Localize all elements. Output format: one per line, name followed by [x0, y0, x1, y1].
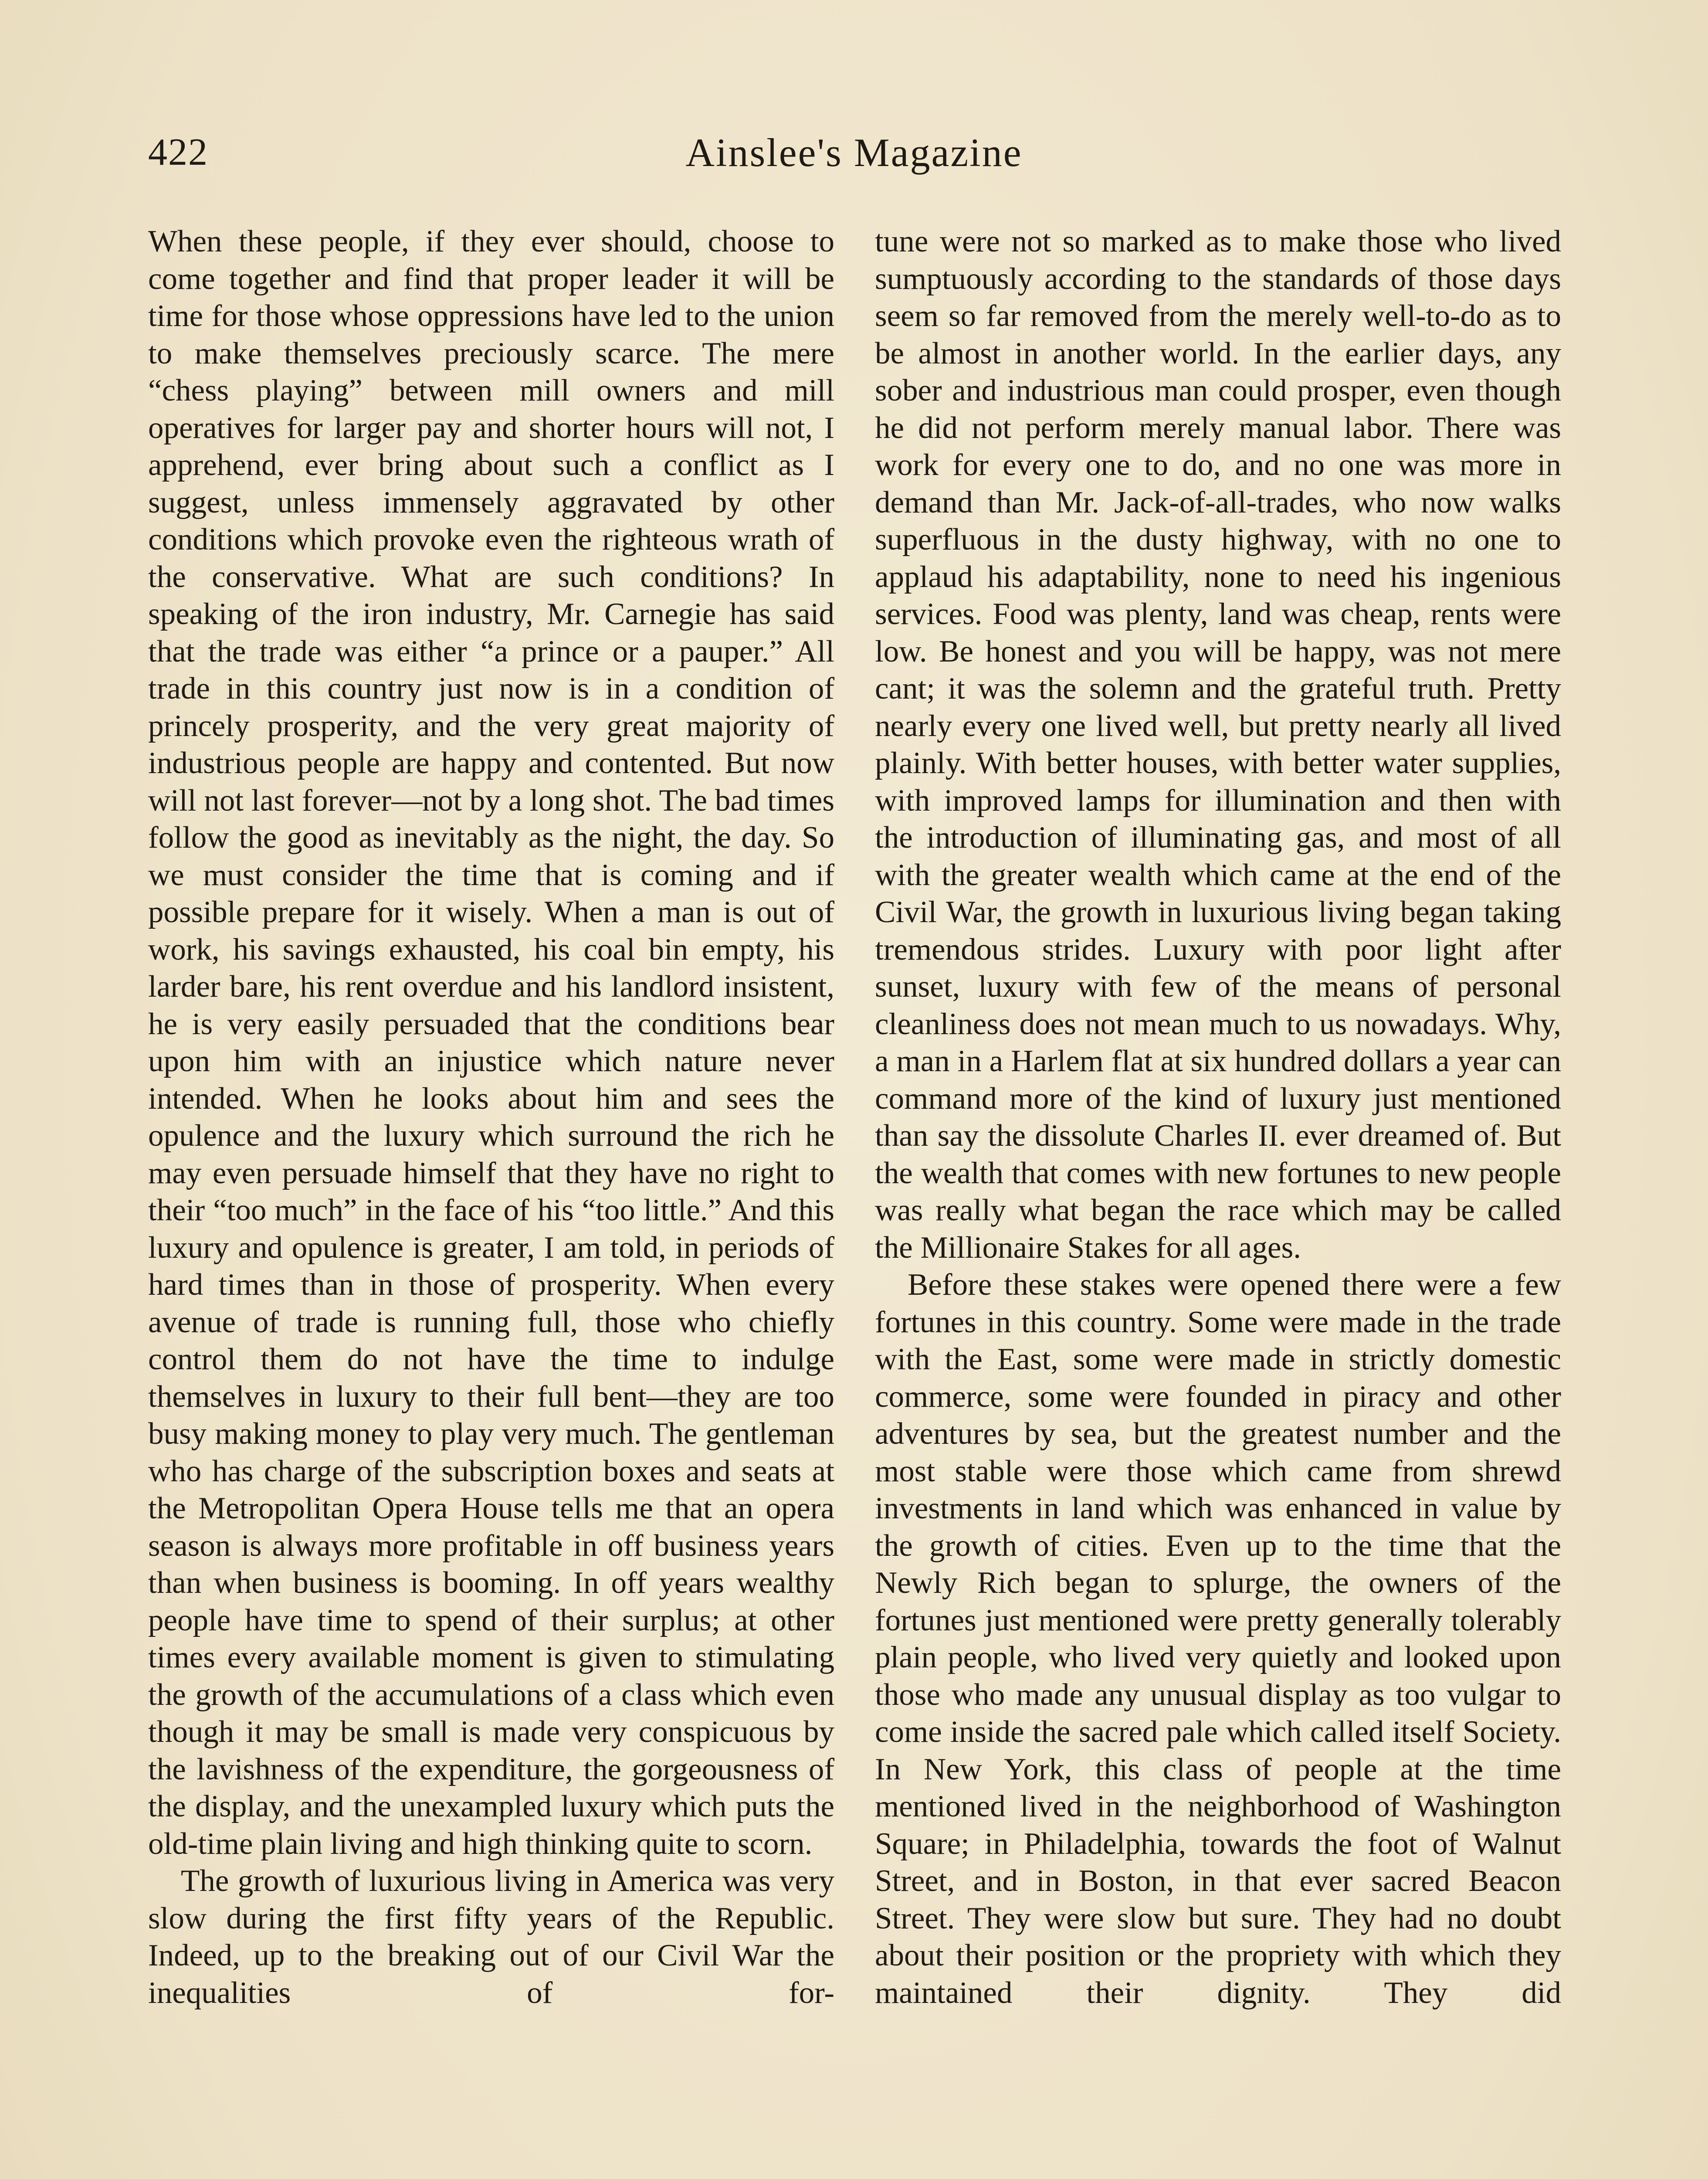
- page-header: [148, 126, 1560, 187]
- page-number: 422: [148, 131, 208, 173]
- paragraph: The growth of luxurious living in America was very slow during the first fifty years of the Republic. Indeed, up to the breaking out of our Civil War the inequalities of for-: [148, 1864, 834, 2010]
- right-column: [875, 223, 1561, 2012]
- left-column: [148, 223, 834, 2012]
- running-title: Ainslee's Magazine: [685, 130, 1023, 175]
- paragraph: Before these stakes were opened there were a few fortunes in this country. Some were made in the trade with the East, some were made in strictly domestic commerce, some were founded in piracy and other adventures by sea, but the greatest number and the most stable were those which came from shrewd investments in land which was enhanced in value by the growth of cities. Even up to the time that the Newly Rich began to splurge, the owners of the fortunes just mentioned were pretty generally tolerably plain people, who lived very quietly and looked upon those who made any unusual display as too vulgar to come inside the sacred pale which called itself Society. In New York, this class of people at the time mentioned lived in the neighborhood of Washington Square; in Philadelphia, towards the foot of Walnut Street, and in Boston, in that ever sacred Beacon Street. They were slow but sure. They had no doubt about their position or the propriety with which they maintained their dignity. They did: [875, 1268, 1561, 2010]
- paragraph: When these people, if they ever should, choose to come together and find that proper leader it will be time for those whose oppressions have led to the union to make themselves preciously scarce. The mere “chess playing” between mill owners and mill operatives for larger pay and shorter hours will not, I apprehend, ever bring about such a conflict as I suggest, unless immensely aggravated by other conditions which provoke even the righteous wrath of the conservative. What are such conditions? In speaking of the iron industry, Mr. Carnegie has said that the trade was either “a prince or a pauper.” All trade in this country just now is in a condition of princely prosperity, and the very great majority of industrious people are happy and contented. But now will not last forever—not by a long shot. The bad times follow the good as inevitably as the night, the day. So we must consider the time that is coming and if possible prepare for it wisely. When a man is out of work, his savings exhausted, his coal bin empty, his larder bare, his rent overdue and his landlord insistent, he is very easily persuaded that the conditions bear upon him with an injustice which nature never intended. When he looks about him and sees the opulence and the luxury which surround the rich he may even persuade himself that they have no right to their “too much” in the face of his “too little.” And this luxury and opulence is greater, I am told, in periods of hard times than in those of prosperity. When every avenue of trade is running full, those who chiefly control them do not have the time to indulge themselves in luxury to their full bent—they are too busy making money to play very much. The gentleman who has charge of the subscription boxes and seats at the Metropolitan Opera House tells me that an opera season is always more profitable in off business years than when business is booming. In off years wealthy people have time to spend of their surplus; at other times every available moment is given to stimulating the growth of the accumulations of a class which even though it may be small is made very conspicuous by the lavishness of the expenditure, the gorgeousness of the display, and the unexampled luxury which puts the old-time plain living and high thinking quite to scorn.: [148, 224, 834, 1861]
- paragraph: tune were not so marked as to make those who lived sumptuously according to the standards of those days seem so far removed from the merely well-to-do as to be almost in another world. In the earlier days, any sober and industrious man could prosper, even though he did not perform merely manual labor. There was work for every one to do, and no one was more in demand than Mr. Jack-of-all-trades, who now walks superfluous in the dusty highway, with no one to applaud his adaptability, none to need his ingenious services. Food was plenty, land was cheap, rents were low. Be honest and you will be happy, was not mere cant; it was the solemn and the grateful truth. Pretty nearly every one lived well, but pretty nearly all lived plainly. With better houses, with better water supplies, with improved lamps for illumination and then with the introduction of illuminating gas, and most of all with the greater wealth which came at the end of the Civil War, the growth in luxurious living began taking tremendous strides. Luxury with poor light after sunset, luxury with few of the means of personal cleanliness does not mean much to us nowadays. Why, a man in a Harlem flat at six hundred dollars a year can command more of the kind of luxury just mentioned than say the dissolute Charles II. ever dreamed of. But the wealth that comes with new fortunes to new people was really what began the race which may be called the Millionaire Stakes for all ages.: [875, 224, 1561, 1265]
